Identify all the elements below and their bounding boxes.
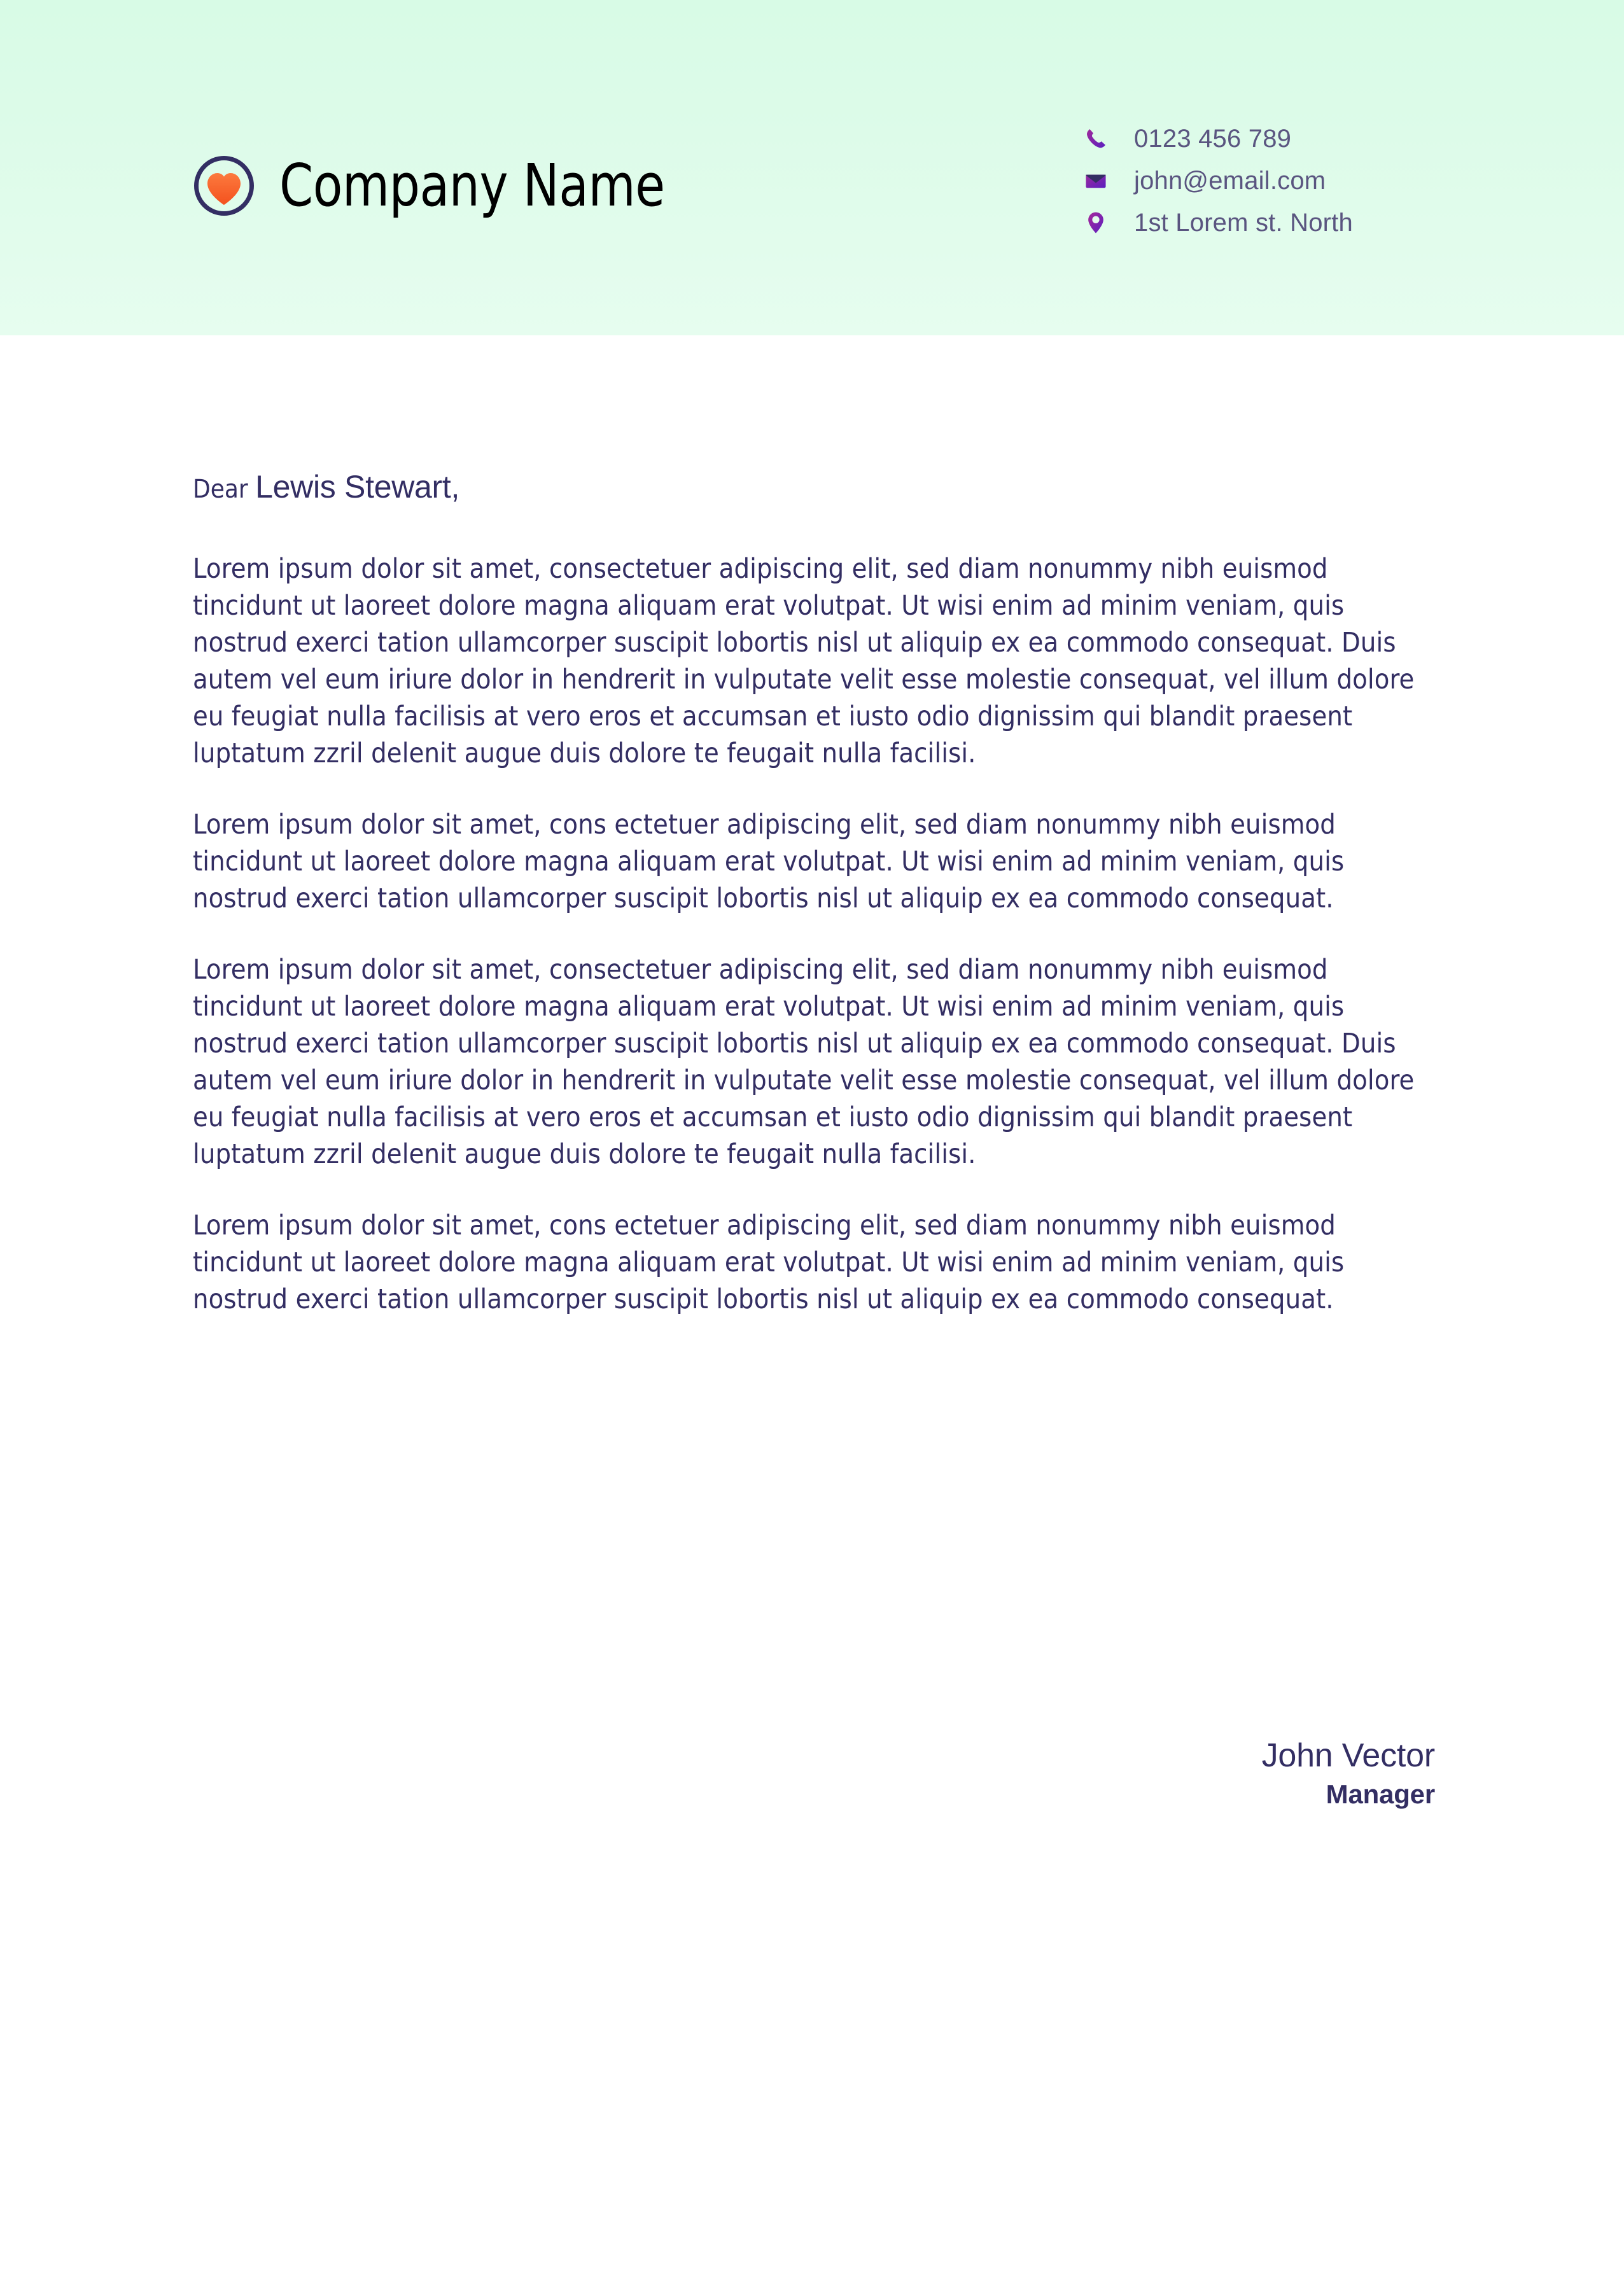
- contact-row-email[interactable]: [1082, 167, 1353, 195]
- letter-body: [193, 335, 1435, 1318]
- map-pin-icon: [1082, 209, 1110, 237]
- phone-icon: [1082, 125, 1110, 153]
- brand-row: [193, 151, 698, 220]
- letterhead-header-band: [0, 0, 1624, 335]
- body-paragraph: Lorem ipsum dolor sit amet, cons ectetuer adipiscing elit, sed diam nonummy nibh euismod tincidunt ut laoreet dolore magna aliquam erat volutpat. Ut wisi enim ad minim veniam, quis nostrud exerci tation ullamcorper suscipit lobortis nisl ut aliquip ex ea commodo consequat.: [193, 1210, 1345, 1315]
- recipient-name: Lewis Stewart,: [255, 469, 460, 505]
- contact-row-address[interactable]: [1082, 209, 1353, 237]
- contact-row-phone[interactable]: [1082, 125, 1353, 153]
- contact-block: [1082, 125, 1353, 237]
- heart-icon: [207, 173, 241, 205]
- signer-title: Manager: [1326, 1779, 1435, 1809]
- greeting-line: [193, 468, 1435, 505]
- company-logo: [193, 155, 255, 217]
- signer-name: John Vector: [1261, 1737, 1435, 1774]
- phone-number: 0123 456 789: [1134, 125, 1292, 153]
- greeting-prefix: Dear: [193, 475, 256, 504]
- street-address: 1st Lorem st. North: [1134, 209, 1353, 237]
- signature-block: [193, 1735, 1435, 1812]
- body-paragraph: Lorem ipsum dolor sit amet, cons ectetuer adipiscing elit, sed diam nonummy nibh euismod tincidunt ut laoreet dolore magna aliquam erat volutpat. Ut wisi enim ad minim veniam, quis nostrud exerci tation ullamcorper suscipit lobortis nisl ut aliquip ex ea commodo consequat.: [193, 809, 1345, 914]
- envelope-icon: [1082, 167, 1110, 195]
- company-name: Company Name: [279, 151, 665, 220]
- body-paragraph: Lorem ipsum dolor sit amet, consectetuer adipiscing elit, sed diam nonummy nibh euismod tincidunt ut laoreet dolore magna aliquam erat volutpat. Ut wisi enim ad minim veniam, quis nostrud exerci tation ullamcorper suscipit lobortis nisl ut aliquip ex ea commodo consequat. Duis autem vel eum iriure dolor in hendrerit in vulputate velit esse molestie consequat, vel illum dolore eu feugiat nulla facilisis at vero eros et accumsan et iusto odio dignissim qui blandit praesent luptatum zzril delenit augue duis dolore te feugait nulla facilisi.: [193, 553, 1415, 769]
- email-address: john@email.com: [1134, 167, 1326, 195]
- body-paragraph: Lorem ipsum dolor sit amet, consectetuer adipiscing elit, sed diam nonummy nibh euismod tincidunt ut laoreet dolore magna aliquam erat volutpat. Ut wisi enim ad minim veniam, quis nostrud exerci tation ullamcorper suscipit lobortis nisl ut aliquip ex ea commodo consequat. Duis autem vel eum iriure dolor in hendrerit in vulputate velit esse molestie consequat, vel illum dolore eu feugiat nulla facilisis at vero eros et accumsan et iusto odio dignissim qui blandit praesent luptatum zzril delenit augue duis dolore te feugait nulla facilisi.: [193, 954, 1415, 1170]
